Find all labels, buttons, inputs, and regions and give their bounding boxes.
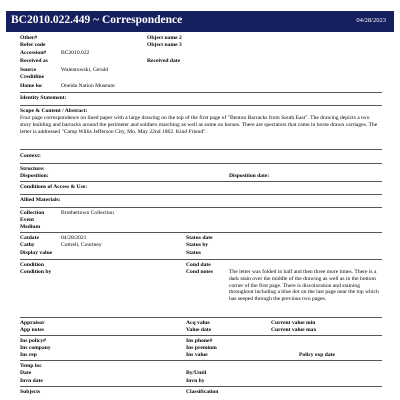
creditline-label: Creditline	[20, 74, 45, 80]
divider	[20, 149, 382, 150]
accession-label: Accession#	[20, 50, 47, 56]
ins-phone-label: Ins phone#	[186, 338, 213, 344]
medium-label: Medium	[20, 224, 41, 230]
catdate-label: Catdate	[20, 235, 39, 241]
print-date: 04/28/2023	[356, 17, 386, 24]
cond-notes-text: The letter was folded in half and then three more times. There is a dark stain over the middle of the drawing as well as in the bottom corner of the first page. There is discoloration and staining throughout including a blue dot on the last page near the top which has seeped through the previous two pages.	[229, 269, 379, 303]
divider	[20, 317, 382, 318]
divider	[20, 335, 382, 336]
source-label: Source	[20, 67, 37, 73]
divider	[20, 360, 382, 361]
current-value-min-label: Current value min	[271, 320, 316, 326]
home-loc-label: Home loc	[20, 83, 43, 89]
current-value-max-label: Current value max	[271, 327, 317, 333]
divider	[20, 259, 382, 260]
invn-by-label: Invn by	[186, 378, 205, 384]
structure-label: Structure:	[20, 166, 45, 172]
policy-exp-date-label: Policy exp date	[299, 352, 336, 358]
condition-label: Condition	[20, 262, 44, 268]
divider	[20, 92, 382, 93]
status-by-label: Status by	[186, 242, 209, 248]
source-value: Walentowski, Gerald	[61, 67, 109, 73]
divider	[20, 163, 382, 164]
received-as-label: Received as	[20, 58, 48, 64]
record-header	[6, 11, 394, 32]
accession-value: BC2010.022	[61, 50, 90, 56]
status-date-label: Status date	[186, 235, 213, 241]
by-until-label: By/Until	[186, 370, 207, 376]
home-loc-value: Oneida Nation Museum	[61, 83, 115, 89]
date-label: Date	[20, 370, 32, 376]
disposition-date-label: Disposition date:	[229, 173, 270, 179]
divider	[20, 386, 382, 387]
record-title: BC2010.022.449 ~ Correspondence	[11, 14, 183, 26]
cond-date-label: Cond date	[186, 262, 211, 268]
invn-date-label: Invn date	[20, 378, 43, 384]
divider	[20, 181, 382, 182]
context-label: Context:	[20, 153, 41, 159]
status-label: Status	[186, 250, 201, 256]
value-date-label: Value date	[186, 327, 212, 333]
display-value-label: Display value	[20, 250, 53, 256]
scope-text: Four page correspondence on lined paper with a large drawing on the top of the first page of "Benton Barracks from South East". The drawing depicts a two story building and barracks around the perimeter and soldiers marching as well as some on horses. There are spectators that came in horse drawn carriages. The letter is addressed "Camp Willis Jefferson City, Mo. May 22nd 1862. Kind Friend".	[20, 115, 378, 135]
refer-code-label: Refer code	[20, 42, 46, 48]
subjects-label: Subjects	[20, 389, 41, 395]
collection-value: Brothertown Collection	[61, 210, 114, 216]
scope-label: Scope & Content / Abstract:	[20, 108, 88, 114]
conditions-access-label: Conditions of Access & Use:	[20, 184, 88, 190]
cond-notes-label: Cond notes	[186, 269, 213, 275]
temp-loc-label: Temp loc	[20, 363, 42, 369]
acq-value-label: Acq value	[186, 320, 210, 326]
other-label: Other#	[20, 35, 38, 41]
ins-company-label: Ins company	[20, 345, 51, 351]
ins-policy-label: Ins policy#	[20, 338, 46, 344]
received-date-label: Received date	[147, 58, 181, 64]
identity-label: Identity Statement:	[20, 95, 67, 101]
divider	[20, 207, 382, 208]
ins-value-label: Ins value	[186, 352, 208, 358]
ins-rep-label: Ins rep	[20, 352, 37, 358]
cathy-label: Cathy	[20, 242, 35, 248]
condition-by-label: Condition by	[20, 269, 52, 275]
cathy-value: Cottrell, Courtney	[61, 242, 102, 248]
allied-materials-label: Allied Materials:	[20, 197, 61, 203]
event-label: Event	[20, 217, 34, 223]
appraisor-label: Appraisor	[20, 320, 45, 326]
object-name3-label: Object name 3	[147, 42, 182, 48]
divider	[20, 232, 382, 233]
divider	[20, 194, 382, 195]
catdate-value: 04/28/2021	[61, 235, 87, 241]
app-notes-label: App notes	[20, 327, 45, 333]
object-name2-label: Object name 2	[147, 35, 182, 41]
divider	[20, 105, 382, 106]
classification-label: Classification	[186, 389, 219, 395]
collection-label: Collection	[20, 210, 45, 216]
disposition-label: Disposition:	[20, 173, 49, 179]
ins-premium-label: Ins premium	[186, 345, 217, 351]
